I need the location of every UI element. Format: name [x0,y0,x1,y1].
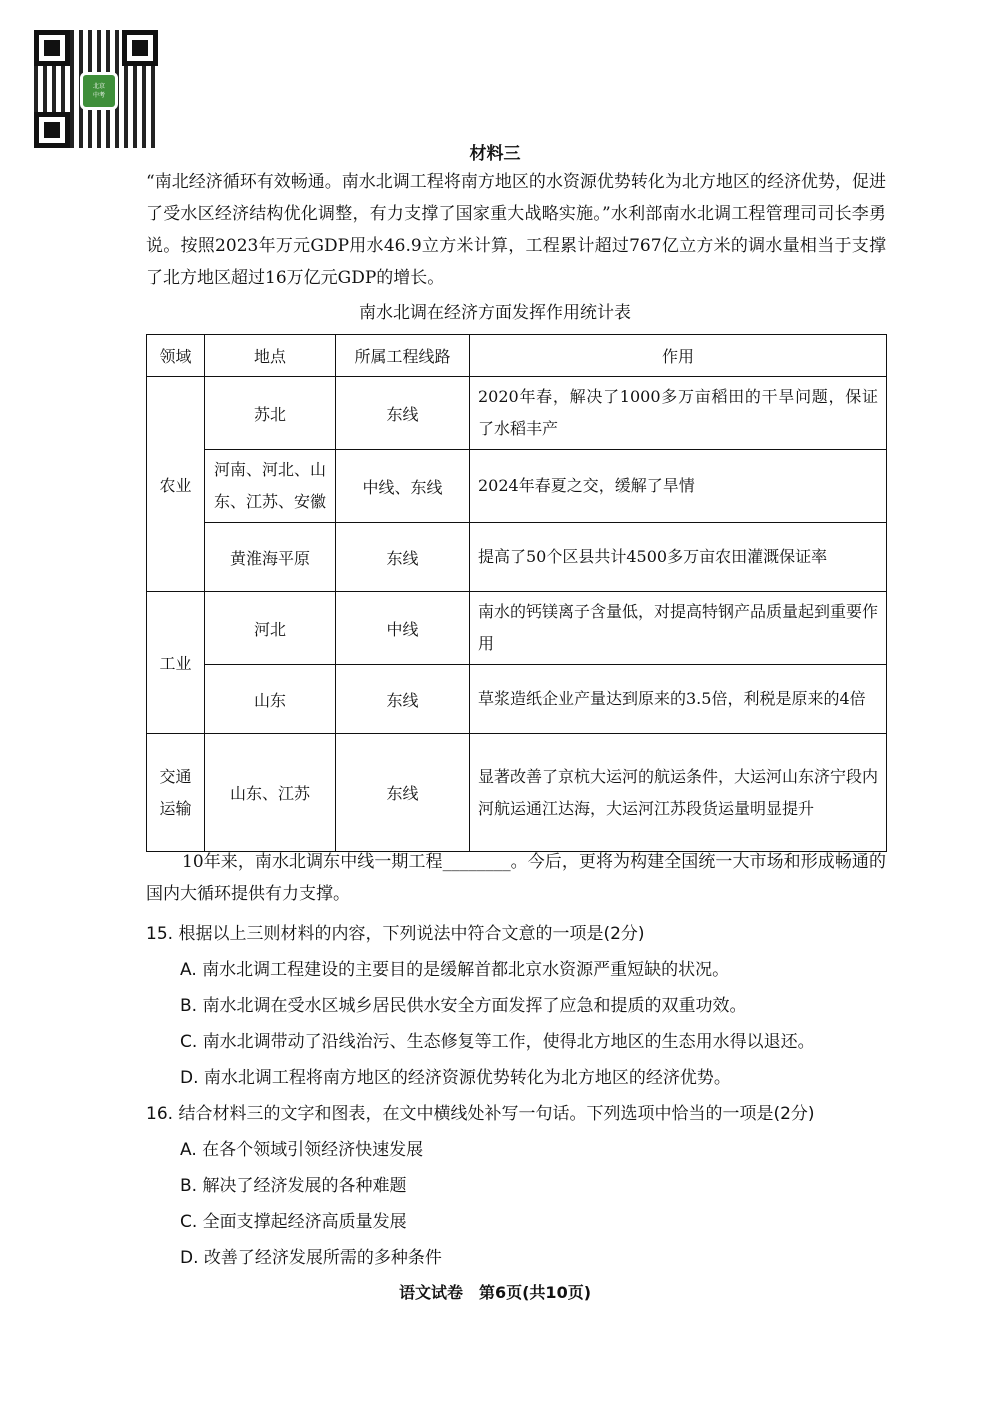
effect-cell: 草浆造纸企业产量达到原来的3.5倍，利税是原来的4倍 [470,665,887,734]
qr-logo [80,72,118,110]
question-16 [146,1096,896,1276]
column-header: 领域 [147,335,205,377]
column-header: 地点 [205,335,336,377]
effect-cell: 提高了50个区县共计4500多万亩农田灌溉保证率 [470,523,887,592]
column-header: 所属工程线路 [336,335,470,377]
place-cell: 山东 [205,665,336,734]
qr-finder-top-right [122,30,158,66]
qr-logo-line2: 中考 [92,92,105,99]
option-b: B. 解决了经济发展的各种难题 [180,1176,407,1196]
effect-cell: 2020年春，解决了1000多万亩稻田的干旱问题，保证了水稻丰产 [470,377,887,450]
table-row [147,734,887,852]
table-row [147,377,887,450]
table-header-row [147,335,887,377]
effect-cell: 南水的钙镁离子含量低，对提高特钢产品质量起到重要作用 [470,592,887,665]
qr-code [34,30,158,148]
option-c: C. 南水北调带动了沿线治污、生态修复等工作，使得北方地区的生态用水得以退还。 [180,1032,815,1052]
section-title: 材料三 [469,144,521,164]
question-15 [146,916,896,1096]
line-cell: 中线 [336,592,470,665]
fill-blank: ________ [442,852,511,872]
option-a: A. 在各个领域引领经济快速发展 [180,1140,424,1160]
statistics-table [146,334,887,852]
place-cell: 河北 [205,592,336,665]
line-cell: 东线 [336,377,470,450]
option-c: C. 全面支撑起经济高质量发展 [180,1212,407,1232]
line-cell: 东线 [336,523,470,592]
place-cell: 苏北 [205,377,336,450]
qr-finder-top-left [34,30,70,66]
qr-logo-line1: 北京 [92,83,105,90]
line-cell: 中线、东线 [336,450,470,523]
table-row [147,523,887,592]
conclusion-before: 10年来，南水北调东中线一期工程 [182,852,443,872]
option-b: B. 南水北调在受水区城乡居民供水安全方面发挥了应急和提质的双重功效。 [180,996,747,1016]
effect-cell: 显著改善了京杭大运河的航运条件，大运河山东济宁段内河航运通江达海，大运河江苏段货运量明显提升 [470,734,887,852]
column-header: 作用 [470,335,887,377]
option-d: D. 南水北调工程将南方地区的经济资源优势转化为北方地区的经济优势。 [180,1068,731,1088]
place-cell: 河南、河北、山东、江苏、安徽 [205,450,336,523]
domain-cell: 交通运输 [147,734,205,852]
effect-cell: 2024年春夏之交，缓解了旱情 [470,450,887,523]
material-paragraph: “南北经济循环有效畅通。南水北调工程将南方地区的水资源优势转化为北方地区的经济优势，促进了受水区经济结构优化调整，有力支撑了国家重大战略实施。”水利部南水北调工程管理司司长李勇说。按照2023年万元GDP用水46.9立方米计算，工程累计超过767亿立方米的调水量相当于支撑了北方地区超过16万亿元GDP的增长。 [146,172,886,288]
domain-cell: 农业 [147,377,205,592]
table-row [147,450,887,523]
question-stem: 16. 结合材料三的文字和图表，在文中横线处补写一句话。下列选项中恰当的一项是(2分) [146,1104,815,1124]
line-cell: 东线 [336,734,470,852]
conclusion-paragraph [146,846,886,910]
line-cell: 东线 [336,665,470,734]
question-stem: 15. 根据以上三则材料的内容，下列说法中符合文意的一项是(2分) [146,924,645,944]
table-title: 南水北调在经济方面发挥作用统计表 [359,303,631,323]
page-footer: 语文试卷 第6页(共10页) [398,1283,592,1302]
place-cell: 黄淮海平原 [205,523,336,592]
table-row [147,592,887,665]
option-a: A. 南水北调工程建设的主要目的是缓解首都北京水资源严重短缺的状况。 [180,960,730,980]
option-d: D. 改善了经济发展所需的多种条件 [180,1248,442,1268]
domain-cell: 工业 [147,592,205,734]
conclusion-after: 。今后，更将为构建全国统一大市场和形成畅通的国内大循环提供有力支撑。 [146,852,886,904]
place-cell: 山东、江苏 [205,734,336,852]
table-row [147,665,887,734]
